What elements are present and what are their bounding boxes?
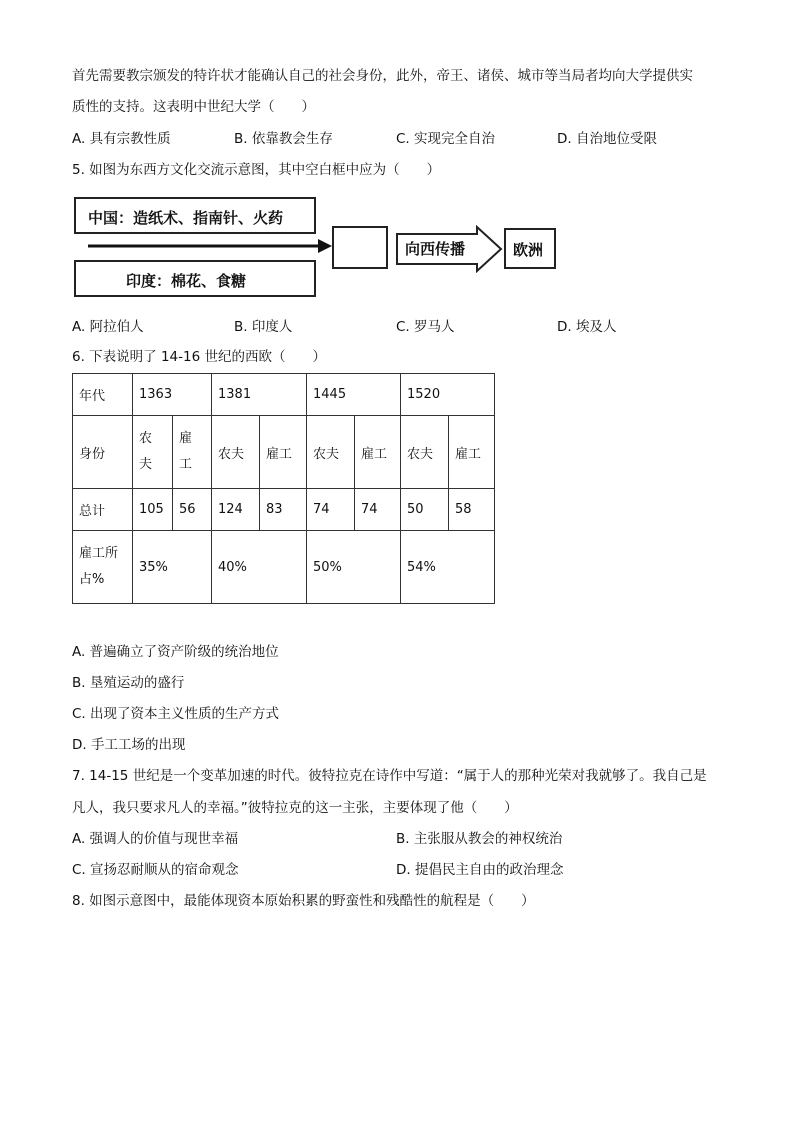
identity-cell: 雇 工 <box>173 416 212 489</box>
year-header: 年代 <box>73 374 133 416</box>
q6-option-d[interactable]: D. 手工工场的出现 <box>72 737 186 753</box>
total-cell: 50 <box>401 489 449 531</box>
total-cell: 83 <box>260 489 307 531</box>
q5-stem: 5. 如图为东西方文化交流示意图，其中空白框中应为（ ） <box>72 162 441 178</box>
india-label: 印度：棉花、食糖 <box>126 272 247 290</box>
share-cell: 40% <box>212 531 307 604</box>
q6-stem: 6. 下表说明了 14-16 世纪的西欧（ ） <box>72 349 326 365</box>
europe-label: 欧洲 <box>513 241 544 259</box>
q6-option-c[interactable]: C. 出现了资本主义性质的生产方式 <box>72 706 280 722</box>
q5-option-b[interactable]: B. 印度人 <box>234 319 293 335</box>
identity-cell: 农夫 <box>401 416 449 489</box>
q7-option-b[interactable]: B. 主张服从教会的神权统治 <box>396 831 563 847</box>
total-cell: 74 <box>307 489 355 531</box>
q4-option-c[interactable]: C. 实现完全自治 <box>396 131 496 147</box>
year-cell: 1520 <box>401 374 495 416</box>
q7-stem-line-1: 7. 14-15 世纪是一个变革加速的时代。彼特拉克在诗作中写道：“属于人的那种光荣对我就够了。我自己是 <box>72 768 707 784</box>
q7-option-d[interactable]: D. 提倡民主自由的政治理念 <box>396 862 564 878</box>
q7-option-c[interactable]: C. 宣扬忍耐顺从的宿命观念 <box>72 862 239 878</box>
q7-option-a[interactable]: A. 强调人的价值与现世幸福 <box>72 831 239 847</box>
q5-option-a[interactable]: A. 阿拉伯人 <box>72 319 144 335</box>
q6-option-a[interactable]: A. 普遍确立了资产阶级的统治地位 <box>72 644 279 660</box>
west-spread-label: 向西传播 <box>405 240 466 258</box>
share-header: 雇工所 占% <box>73 531 133 604</box>
china-box <box>74 197 316 234</box>
east-to-west-arrow <box>88 236 334 258</box>
q4-option-a[interactable]: A. 具有宗教性质 <box>72 131 171 147</box>
europe-box <box>504 228 556 269</box>
total-cell: 124 <box>212 489 260 531</box>
total-cell: 105 <box>133 489 173 531</box>
q7-stem-line-2: 凡人，我只要求凡人的幸福。”彼特拉克的这一主张，主要体现了他（ ） <box>72 800 518 816</box>
population-table <box>72 373 495 604</box>
q4-option-d[interactable]: D. 自治地位受限 <box>557 131 657 147</box>
share-cell: 54% <box>401 531 495 604</box>
q6-option-b[interactable]: B. 垦殖运动的盛行 <box>72 675 185 691</box>
identity-header: 身份 <box>73 416 133 489</box>
total-header: 总计 <box>73 489 133 531</box>
q5-option-c[interactable]: C. 罗马人 <box>396 319 455 335</box>
total-cell: 58 <box>449 489 495 531</box>
share-cell: 50% <box>307 531 401 604</box>
identity-cell: 雇工 <box>355 416 401 489</box>
year-cell: 1381 <box>212 374 307 416</box>
identity-cell: 雇工 <box>260 416 307 489</box>
share-cell: 35% <box>133 531 212 604</box>
q4-option-b[interactable]: B. 依靠教会生存 <box>234 131 333 147</box>
table-row-share <box>73 531 495 604</box>
table-row-total <box>73 489 495 531</box>
india-box <box>74 260 316 297</box>
table-row-identity <box>73 416 495 489</box>
identity-cell: 农夫 <box>307 416 355 489</box>
year-cell: 1363 <box>133 374 212 416</box>
q5-option-d[interactable]: D. 埃及人 <box>557 319 617 335</box>
table-row-year <box>73 374 495 416</box>
year-cell: 1445 <box>307 374 401 416</box>
identity-cell: 雇工 <box>449 416 495 489</box>
china-label: 中国：造纸术、指南针、火药 <box>88 209 284 227</box>
total-cell: 74 <box>355 489 401 531</box>
identity-cell: 农 夫 <box>133 416 173 489</box>
q4-stem-line-1: 首先需要教宗颁发的特许状才能确认自己的社会身份，此外，帝王、诸侯、城市等当局者均向大学提供实 <box>72 68 693 84</box>
q4-stem-line-2: 质性的支持。这表明中世纪大学（ ） <box>72 99 315 115</box>
blank-answer-box <box>332 226 388 269</box>
q8-stem: 8. 如图示意图中，最能体现资本原始积累的野蛮性和残酷性的航程是（ ） <box>72 893 535 909</box>
identity-cell: 农夫 <box>212 416 260 489</box>
total-cell: 56 <box>173 489 212 531</box>
